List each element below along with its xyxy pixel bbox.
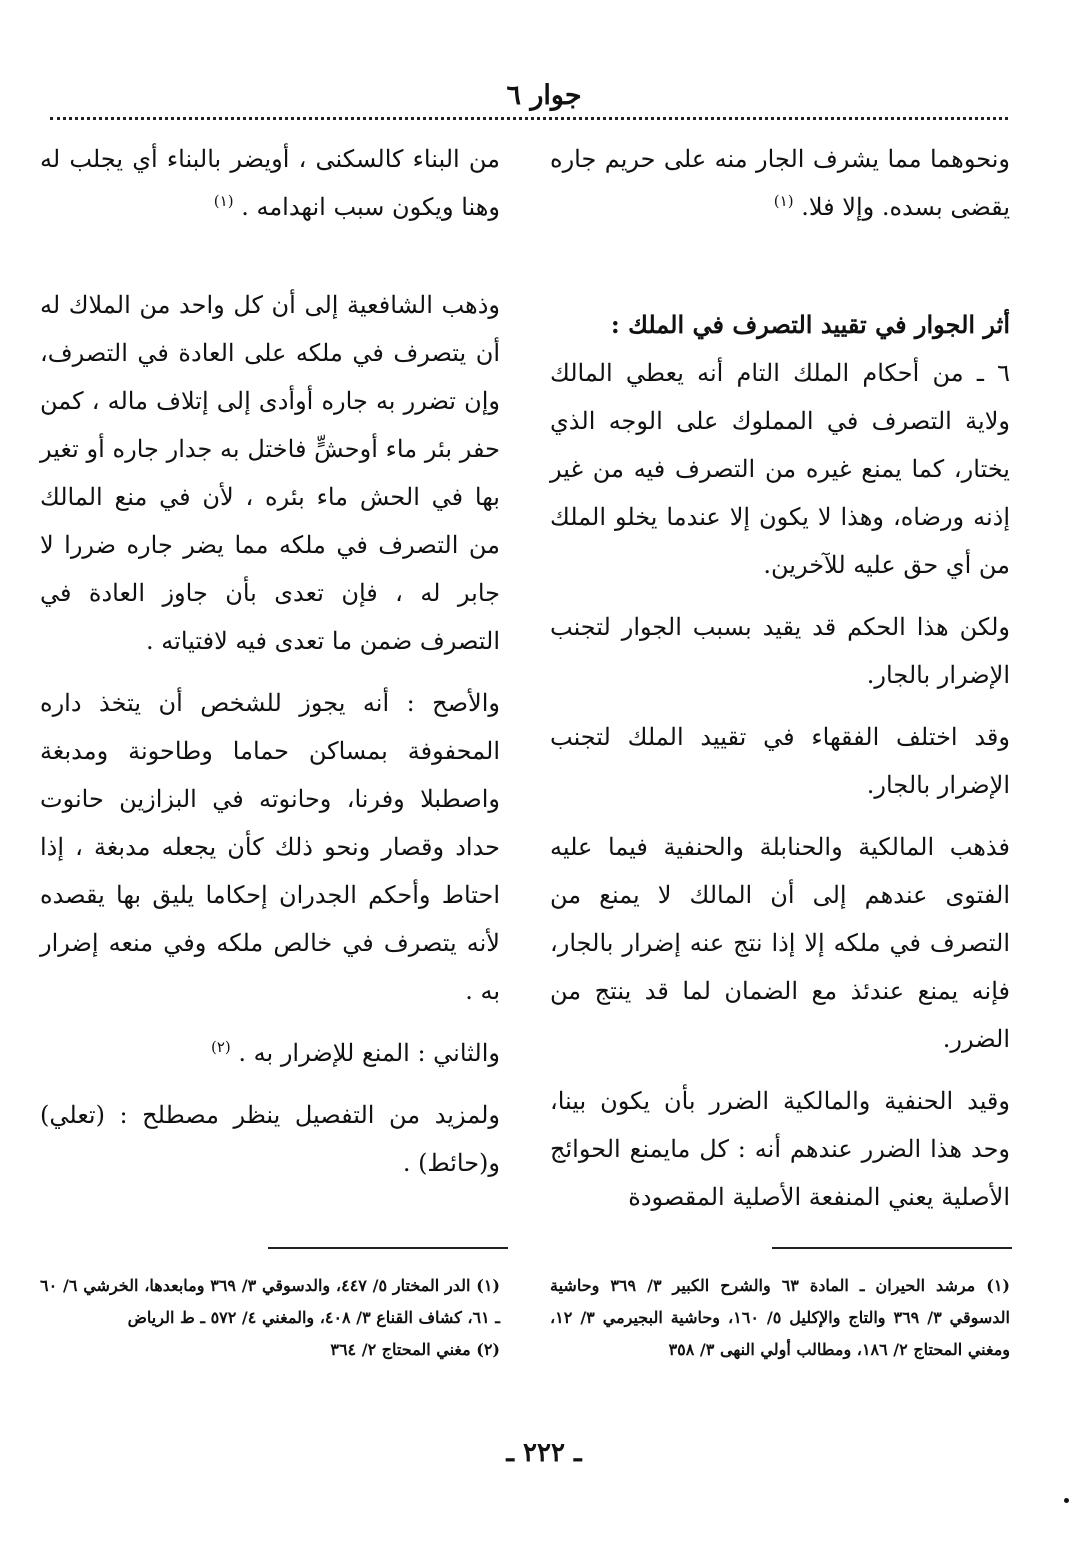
left-paragraph-2: والأصح : أنه يجوز للشخص أن يتخذ داره المحفوفة بمساكن حماما وطاحونة ومدبغة واصطبلا وفرنا، وحانوته في البزازين حانوت حداد وقصار ونحو ذلك كأن يجعله مدبغة ، إذا احتاط وأحكم الجدران إحكاما يليق بها يقصده لأنه يتصرف في خالص ملكه وفي منعه إضرار به . <box>40 689 500 1005</box>
header-dotted-rule <box>50 117 1008 120</box>
left-paragraph-3-text: والثاني : المنع للإضرار به . <box>238 1039 500 1067</box>
footnote-ref-1: (١) <box>773 192 794 210</box>
left-continuation <box>40 135 500 231</box>
footnotes-left <box>40 1270 500 1366</box>
footnote-ref-1: (١) <box>213 192 234 210</box>
left-paragraph-1: وذهب الشافعية إلى أن كل واحد من الملاك له أن يتصرف في ملكه على العادة في التصرف، وإن تضرر به جاره أوأدى إلى إتلاف ماله ، كمن حفر بئر ماء أوحشٍّ فاختل به جدار جاره أو تغير بها في الحش ماء بئره ، لأن في منع المالك من التصرف في ملكه مما يضر جاره ضررا لا جابر له ، فإن تعدى بأن جاوز العادة في التصرف ضمن ما تعدى فيه لافتياته . <box>40 291 500 655</box>
footnote-item: (١) الدر المختار ٥/ ٤٤٧، والدسوقي ٣/ ٣٦٩ ومابعدها، الخرشي ٦/ ٦٠ ـ ٦١، كشاف القناع ٣/ ٤٠٨، والمغني ٤/ ٥٧٢ ـ ط الرياض <box>40 1276 500 1327</box>
left-paragraph-4: ولمزيد من التفصيل ينظر مصطلح : (تعلي) و(حائط) . <box>40 1101 500 1177</box>
section-heading: أثر الجوار في تقييد التصرف في الملك : <box>610 310 1010 339</box>
footnote-ref-2: (٢) <box>210 1038 231 1056</box>
right-paragraph-1: ٦ ـ من أحكام الملك التام أنه يعطي المالك ولاية التصرف في المملوك على الوجه الذي يختار، كما يمنع غيره من التصرف فيه من غير إذنه ورضاه، وهذا لا يكون إلا عندما يخلو الملك من أي حق عليه للآخرين. <box>550 359 1010 579</box>
right-paragraph-3: وقد اختلف الفقهاء في تقييد الملك لتجنب الإضرار بالجار. <box>550 723 1010 799</box>
spacer <box>550 245 1010 301</box>
right-continuation <box>550 135 1010 231</box>
footnote-item: (٢) مغني المحتاج ٢/ ٣٦٤ <box>330 1340 500 1359</box>
right-paragraph-2: ولكن هذا الحكم قد يقيد بسبب الجوار لتجنب الإضرار بالجار. <box>550 613 1011 689</box>
scan-speck <box>1064 1498 1069 1503</box>
right-continuation-text: ونحوهما مما يشرف الجار منه على حريم جاره يقضى بسده. وإلا فلا. <box>550 145 1010 221</box>
running-header: جوار ٦ <box>506 80 582 111</box>
spacer <box>40 245 500 281</box>
right-paragraph-5: وقيد الحنفية والمالكية الضرر بأن يكون بينا، وحد هذا الضرر عندهم أنه : كل مايمنع الحوائج الأصلية يعني المنفعة الأصلية المقصودة <box>550 1087 1010 1211</box>
right-column <box>550 135 1010 1235</box>
page-number: ـ ٢٢٢ ـ <box>506 1438 582 1468</box>
footnotes-right <box>550 1270 1010 1366</box>
left-paragraph-3 <box>40 1029 500 1077</box>
left-column <box>40 135 500 1201</box>
footnote-rule-left <box>268 1247 508 1249</box>
left-continuation-text: من البناء كالسكنى ، أويضر بالبناء أي يجلب له وهنا ويكون سبب انهدامه . <box>40 145 500 221</box>
footnote-item: (١) مرشد الحيران ـ المادة ٦٣ والشرح الكبير ٣/ ٣٦٩ وحاشية الدسوقي ٣/ ٣٦٩ والتاج والإكليل ٥/ ١٦٠، وحاشية البجيرمي ٣/ ١٢، ومغني المحتاج ٢/ ١٨٦، ومطالب أولي النهى ٣/ ٣٥٨ <box>550 1276 1010 1359</box>
footnote-rule-right <box>772 1247 1012 1249</box>
right-paragraph-4: فذهب المالكية والحنابلة والحنفية فيما عليه الفتوى عندهم إلى أن المالك لا يمنع من التصرف في ملكه إلا إذا نتج عنه إضرار بالجار، فإنه يمنع عندئذ مع الضمان لما قد ينتج من الضرر. <box>550 833 1010 1053</box>
